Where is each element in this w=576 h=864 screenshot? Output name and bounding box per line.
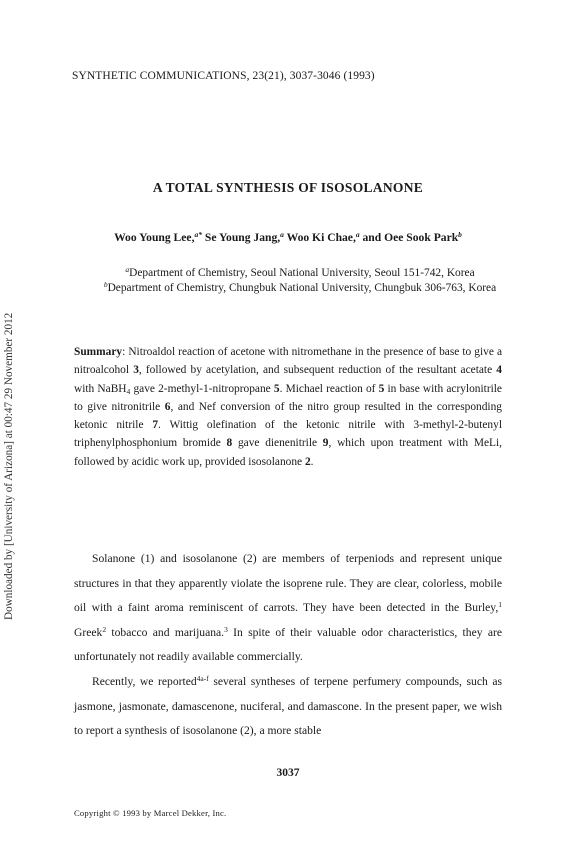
author-4: [360, 231, 462, 244]
compound-number: 5: [378, 382, 385, 395]
reference-superscript: 1: [498, 600, 502, 610]
author-name: and Oee Sook Park: [359, 231, 459, 244]
summary-text: .: [310, 455, 314, 468]
subscript: 4: [126, 386, 131, 396]
body-text-run: Solanone (1) and isosolanone (2) are members of terpeniods and represent unique structures in that they apparently violate the isoprene rule. They are clear, colorless, mobile oil with a faint aroma reminiscent of carrots. They have been detected in the Burley,: [74, 552, 502, 615]
reference-superscript: 2: [102, 624, 107, 634]
compound-number: 2: [304, 455, 311, 468]
compound-number: 4: [496, 364, 502, 377]
compound-number: 7: [152, 419, 159, 432]
summary-text: , which upon treatment with MeLi, followed by acidic work up, provided isosolanone: [74, 437, 502, 468]
summary-text: . Wittig olefination of the ketonic nitrile with 3-methyl-2-butenyl triphenylphosphonium bromide: [74, 419, 502, 450]
summary-text: gave dienenitrile: [232, 437, 323, 450]
affiliation-sup: a: [125, 265, 130, 274]
author-name: Se Young Jang,: [201, 231, 281, 244]
author-sup: a: [280, 230, 284, 239]
author-name: Woo Young Lee,: [114, 231, 195, 244]
affiliations: [80, 266, 520, 296]
author-1: [114, 231, 202, 244]
summary-text: in base with acrylonitrile to give nitronitrile: [74, 382, 502, 413]
summary-text: , followed by acetylation, and subsequent reduction of the resultant acetate: [138, 364, 497, 377]
compound-number: 5: [273, 382, 280, 395]
author-sup: a: [355, 230, 360, 239]
compound-number: 6: [164, 400, 171, 413]
body-paragraph-1: [74, 547, 502, 670]
summary-label: Summary: [74, 346, 123, 358]
summary-text: : Nitroaldol reaction of acetone with nitromethane in the presence of base to give a nitroalcohol: [74, 346, 502, 377]
body-text-run: Greek: [74, 625, 103, 639]
affiliation-b: [80, 281, 520, 296]
authors-line: [0, 231, 576, 244]
summary-paragraph: [74, 343, 502, 471]
affiliation-text: Department of Chemistry, Seoul National University, Seoul 151-742, Korea: [129, 267, 475, 279]
body-text: [74, 547, 502, 744]
reference-superscript: 4a-f: [196, 673, 209, 683]
body-paragraph-2: [74, 670, 502, 744]
author-sup: a*: [194, 230, 202, 239]
side-download-note-wrap: [2, 258, 16, 632]
author-name: Woo Ki Chae,: [283, 231, 356, 244]
affiliation-sup: b: [103, 280, 108, 289]
summary-text: with NaBH: [74, 382, 127, 395]
compound-number: 9: [322, 437, 329, 450]
body-text-run: In spite of their valuable odor characteristics, they are unfortunately not readily available commercially.: [74, 625, 502, 664]
affiliation-text: Department of Chemistry, Chungbuk National University, Chungbuk 306-763, Korea: [107, 282, 497, 294]
copyright-notice: Copyright © 1993 by Marcel Dekker, Inc.: [74, 808, 227, 818]
page-number: 3037: [276, 767, 300, 779]
author-3: [284, 231, 360, 244]
affiliation-a: [80, 266, 520, 281]
reference-superscript: 3: [224, 624, 228, 634]
author-2: [202, 231, 284, 244]
journal-header: SYNTHETIC COMMUNICATIONS, 23(21), 3037-3046 (1993): [72, 70, 375, 82]
compound-number: 3: [133, 364, 139, 377]
summary-text: gave 2-methyl-1-nitropropane: [130, 382, 274, 395]
body-text-run: several syntheses of terpene perfumery compounds, such as jasmone, jasmonate, damascenone, nuciferal, and damascone. In the present paper, we wish to report a synthesis of isosolanone (2), a more stable: [74, 674, 502, 738]
paper-title: A TOTAL SYNTHESIS OF ISOSOLANONE: [152, 180, 424, 195]
body-text-run: tobacco and marijuana.: [106, 625, 225, 639]
summary-text: . Michael reaction of: [279, 382, 379, 395]
side-download-note: Downloaded by [University of Arizona] at 00:47 29 November 2012: [3, 312, 15, 620]
summary-body: [74, 346, 502, 468]
summary-text: , and Nef conversion of the nitro group resulted in the corresponding ketonic nitrile: [74, 400, 502, 432]
body-text-run: Recently, we reported: [92, 674, 197, 688]
compound-number: 8: [226, 437, 233, 450]
author-sup: b: [458, 230, 462, 239]
